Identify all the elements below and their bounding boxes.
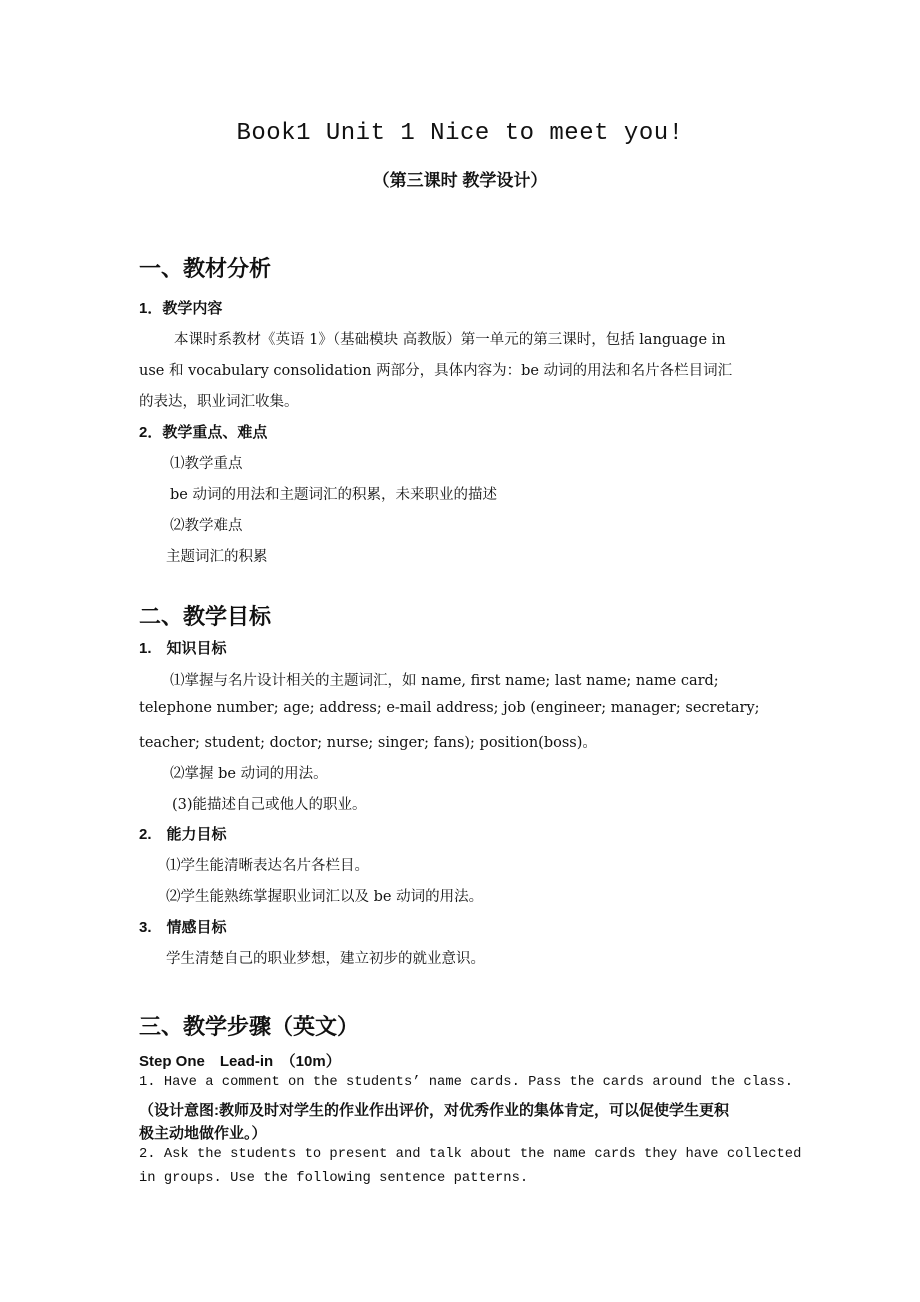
objective-line: (3)能描述自己或他人的职业。 xyxy=(172,797,367,813)
subheading-keypoints: 2．教学重点、难点 xyxy=(139,424,268,441)
objective-line: teacher; student; doctor; nurse; singer; fans); position(boss)。 xyxy=(139,735,597,751)
paragraph-line: use 和 vocabulary consolidation 两部分，具体内容为：be 动词的用法和名片各栏目词汇 xyxy=(139,363,733,379)
difficulty-label: ⑵教学难点 xyxy=(170,518,243,534)
subheading-knowledge: 1. 知识目标 xyxy=(139,640,227,657)
objective-line: telephone number; age; address; e-mail address; job (engineer; manager; secretary; xyxy=(139,700,760,716)
difficulty-text: 主题词汇的积累 xyxy=(166,549,268,565)
emotion-line: 学生清楚自己的职业梦想，建立初步的就业意识。 xyxy=(166,951,485,967)
step-line: 2. Ask the students to present and talk about the name cards they have collected xyxy=(139,1147,802,1162)
design-intent-line: 极主动地做作业。） xyxy=(139,1125,267,1142)
section-heading-steps: 三、教学步骤（英文） xyxy=(139,1014,360,1039)
paragraph-line: 的表达，职业词汇收集。 xyxy=(139,394,299,410)
ability-line: ⑵学生能熟练掌握职业词汇以及 be 动词的用法。 xyxy=(166,889,484,905)
document-subtitle: （第三课时 教学设计） xyxy=(372,171,548,190)
ability-line: ⑴学生能清晰表达名片各栏目。 xyxy=(166,858,369,874)
subheading-content: 1．教学内容 xyxy=(139,300,223,317)
section-heading-objectives: 二、教学目标 xyxy=(139,604,272,629)
design-intent-line: （设计意图:教师及时对学生的作业作出评价，对优秀作业的集体肯定，可以促使学生更积 xyxy=(139,1102,729,1119)
document-title: Book1 Unit 1 Nice to meet you! xyxy=(236,120,684,147)
section-heading-analysis: 一、教材分析 xyxy=(139,256,272,281)
step-line: 1. Have a comment on the students’ name cards. Pass the cards around the class. xyxy=(139,1075,794,1090)
step-line: in groups. Use the following sentence patterns. xyxy=(139,1171,529,1186)
keypoint-text: be 动词的用法和主题词汇的积累，未来职业的描述 xyxy=(170,487,497,503)
subheading-emotion: 3. 情感目标 xyxy=(139,919,227,936)
step-heading: Step One Lead-in （10m） xyxy=(139,1053,341,1070)
keypoint-label: ⑴教学重点 xyxy=(170,456,243,472)
objective-line: ⑴掌握与名片设计相关的主题词汇，如 name, first name; last name; name card; xyxy=(170,673,719,689)
paragraph-line: 本课时系教材《英语 1》（基础模块 高教版）第一单元的第三课时，包括 language in xyxy=(174,332,726,348)
objective-line: ⑵掌握 be 动词的用法。 xyxy=(170,766,328,782)
subheading-ability: 2. 能力目标 xyxy=(139,826,227,843)
